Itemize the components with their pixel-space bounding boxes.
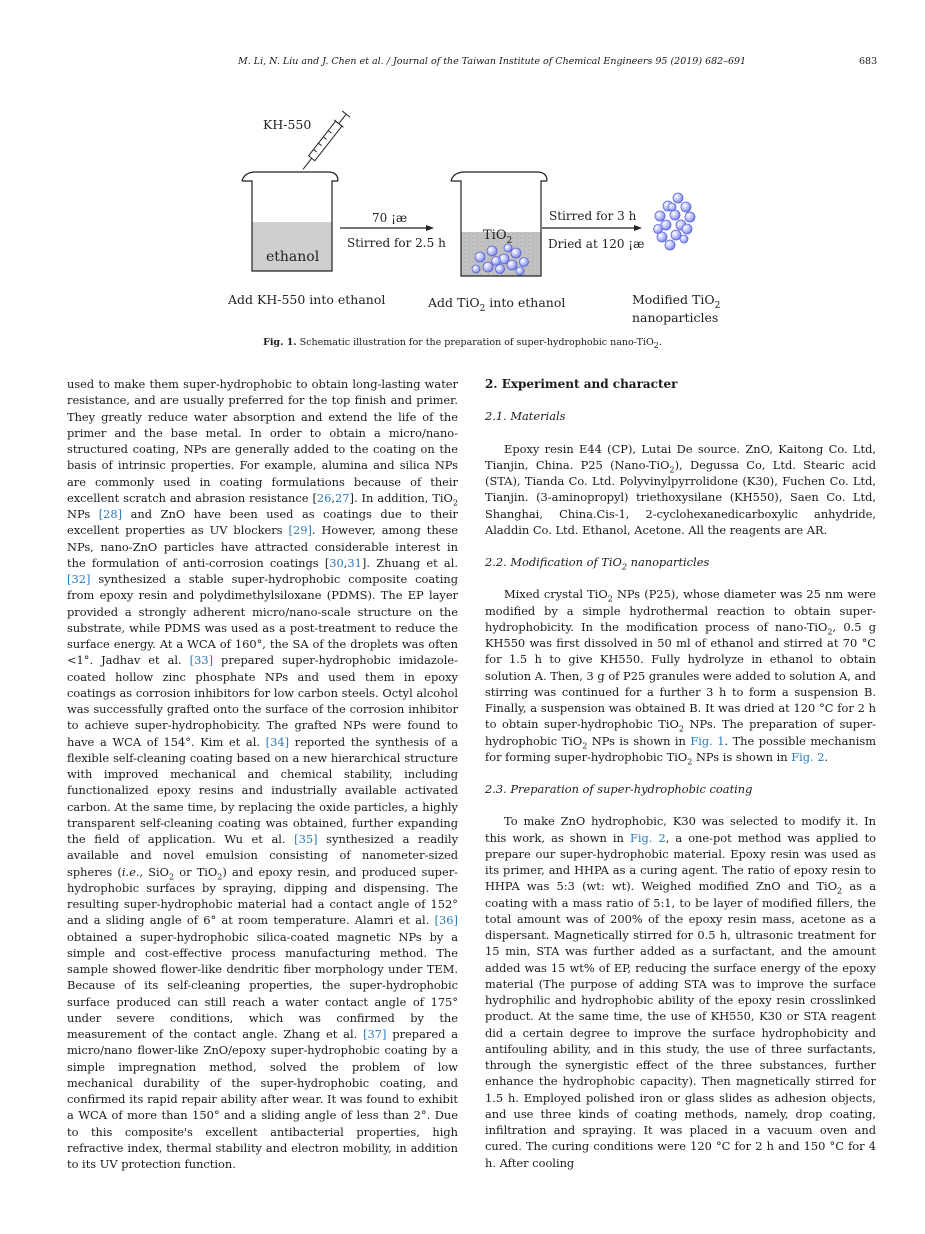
figure-caption-text: Schematic illustration for the preparation of super-hydrophobic nano-TiO bbox=[299, 337, 654, 348]
citation-link[interactable]: 26 bbox=[316, 490, 332, 505]
citation-link[interactable]: [29] bbox=[288, 523, 312, 538]
citation-link[interactable]: [34] bbox=[265, 734, 290, 749]
figure-caption-step1: Add KH-550 into ethanol bbox=[228, 292, 386, 307]
figure-1-schematic bbox=[200, 85, 720, 330]
journal-citation: M. Li, N. Liu and J. Chen et al. / Journal of the Taiwan Institute of Chemical Engineers 95 (2019) 682–691 bbox=[238, 56, 747, 67]
citation-link[interactable]: [28] bbox=[98, 507, 123, 521]
step1-duration: Stirred for 2.5 h bbox=[347, 236, 446, 250]
page-number: 683 bbox=[859, 56, 878, 67]
citation-link[interactable]: [33] bbox=[189, 653, 214, 668]
subsection-heading-materials: 2.1. Materials bbox=[485, 409, 566, 424]
citation-link[interactable]: [32] bbox=[67, 572, 91, 586]
beaker-liquid-tio2: TiO$_2$ bbox=[483, 228, 513, 246]
arrowhead-step-2 bbox=[634, 225, 642, 231]
citation-link[interactable]: [36] bbox=[434, 913, 458, 928]
step1-temperature: 70 ¡æ bbox=[372, 211, 408, 225]
citation-link[interactable]: [35] bbox=[294, 832, 318, 846]
running-header bbox=[0, 56, 925, 70]
step2-duration: Stirred for 3 h bbox=[549, 209, 637, 223]
figure-caption: Fig. 1. Schematic illustration for the preparation of super-hydrophobic nano-TiO$_2$. bbox=[263, 337, 662, 350]
coating-paragraph: To make ZnO hydrophobic, K30 was selected to modify it. In this work, as shown in Fig. 2, a one-pot method was applied to prepare our super-hydrophobic material. Epoxy resin was used as its primer, and HHPA as a curing agent. The ratio of epoxy resin to HHPA was 5:3 (wt: wt). Weighed modified ZnO and TiO$_2$ as a coating with a mass ratio of 5:1, to be layer of modified fillers, the total amount was of 200% of the epoxy resin mass, acetone as a dispersant. Magnetically stirred for 0.5 h, ultrasonic treatment for 15 min, STA was further added as a surfactant, and the amount added was 15 wt% of EP, reducing the surface energy of the epoxy material (The purpose of adding STA was to improve the surface hydrophilic and hydrophobic ability of the epoxy resin crosslinked product. At the same time, the use of KH550, K30 or STA reagent did a certain degree to improve the surface hydrophobicity and antifouling ability, and in this study, the use of three surfactants, through the synergistic effect of the three substances, further enhance the hydrophobic capacity). Then magnetically stirred for 1.5 h. Employed polished iron or glass slides as adhesion objects, and use three kinds of coating methods, namely, drop coating, infiltration and spraying. It was placed in a vacuum oven and cured. The curing conditions were 120 °C for 2 h and 150 °C for 4 h. After cooling bbox=[485, 814, 877, 1170]
materials-paragraph: Epoxy resin E44 (CP), Lutai De source. ZnO, Kaitong Co. Ltd, Tianjin, China. P25 (Nano-TiO$_2$), Degussa Co, Ltd. Stearic acid (STA), Tianda Co. Ltd. Polyvinylpyrrolidone (K30), Fuchen Co. Ltd, Tianjin. (3-aminopropyl) triethoxysilane (KH550), Saen Co. Ltd, Shanghai, China.Cis-1, 2-cyclohexanedicarboxylic anhydride, Aladdin Co. Ltd. Ethanol, Acetone. All the reagents are AR. bbox=[485, 441, 876, 537]
modification-paragraph: Mixed crystal TiO$_2$ NPs (P25), whose diameter was 25 nm were modified by a simple hydrothermal reaction to obtain super-hydrophobicity. In the modification process of nano-TiO$_2$, 0.5 g KH550 was first dissolved in 50 ml of ethanol and stirred at 70 °C for 1.5 h to give KH550. Fully hydrolyze in ethanol to obtain solution A. Then, 3 g of P25 granules were added to solution A, and stirring was continued for a further 3 h to form a suspension B. Finally, a suspension was obtained B. It was dried at 120 °C for 2 h to obtain super-hydrophobic TiO$_2$ NPs. The preparation of super-hydrophobic TiO$_2$ NPs is shown in Fig. 1. The possible mechanism for forming super-hydrophobic TiO$_2$ NPs is shown in Fig. 2. bbox=[485, 587, 876, 767]
left-paragraph: used to make them super-hydrophobic to obtain long-lasting water resistance, and are usually preferred for the top finish and primer. They greatly reduce water absorption and extend the life of the primer and the base metal. In order to obtain a micro/nano-structured coating, NPs are generally added to the coating on the basis of intrinsic properties. For example, alumina and silica NPs are commonly used in coating formulations because of their excellent scratch and abrasion resistance [26,27]. In addition, TiO$_2$ NPs [28] and ZnO have been used as coatings due to their excellent properties as UV blockers [29]. However, among these NPs, nano-ZnO particles have attracted considerable interest in the formulation of anti-corrosion coatings [30,31]. Zhuang et al. [32] synthesized a stable super-hydrophobic composite coating from epoxy resin and polydimethylsiloxane (PDMS). The EP layer provided a strongly adherent micro/nano-scale structure on the substrate, while PDMS was used as a post-treatment to reduce the surface energy. At a WCA of 160°, the SA of the droplets was often <1°. Jadhav et al. [33] prepared super-hydrophobic imidazole-coated hollow zinc phosphate NPs and used them in epoxy coatings as corrosion inhibitors for low carbon steels. Octyl alcohol was successfully grafted onto the surface of the corrosion inhibitor to achieve super-hydrophobicity. The grafted NPs were found to have a WCA of 154°. Kim et al. [34] reported the synthesis of a flexible self-cleaning coating based on a new hierarchical structure with improved mechanical and chemical stability, including functionalized epoxy resins and industrially available activated carbon. At the same time, by replacing the oxide particles, a highly transparent self-cleaning coating was obtained, further expanding the field of application. Wu et al. [35] synthesized a readily available and novel emulsion consisting of nanometer-sized spheres (i.e., SiO$_2$ or TiO$_2$) and epoxy resin, and produced super-hydrophobic surfaces by spraying, dipping and dispensing. The resulting super-hydrophobic material had a contact angle of 152° and a sliding angle of 6° at room temperature. Alamri et al. [36] obtained a super-hydrophobic silica-coated magnetic NPs by a simple and cost-effective process manufacturing method. The sample showed flower-like dendritic fiber morphology under TEM. Because of its self-cleaning properties, the super-hydrophobic surface produced can still reach a water contact angle of 175° under severe conditions, which was confirmed by the measurement of the contact angle. Zhang et al. [37] prepared a micro/nano flower-like ZnO/epoxy super-hydrophobic coating by a simple impregnation method, solved the problem of low mechanical durability of the super-hydrophobic coating, and confirmed its rapid repair ability after wear. It was found to exhibit a WCA of more than 150° and a sliding angle of less than 2°. Due to this composite's excellent antibacterial properties, high refractive index, thermal stability and electron mobility, in addition to its UV protection function. bbox=[67, 377, 459, 1171]
citation-link[interactable]: 31 bbox=[347, 555, 362, 570]
figure-link[interactable]: Fig. 1 bbox=[690, 733, 725, 748]
syringe-label: KH-550 bbox=[263, 117, 312, 132]
figure-link[interactable]: Fig. 2 bbox=[791, 749, 825, 764]
figure-caption-step2: Add TiO$_2$ into ethanol bbox=[428, 295, 566, 314]
citation-link[interactable]: [37] bbox=[363, 1027, 387, 1041]
left-column bbox=[67, 376, 458, 1172]
section-heading: 2. Experiment and character bbox=[485, 377, 678, 391]
arrowhead-step-1 bbox=[426, 225, 434, 231]
right-column bbox=[485, 376, 876, 1171]
figure-label: Fig. 1. bbox=[263, 337, 297, 348]
citation-link[interactable]: 27 bbox=[335, 490, 350, 505]
step2-drying: Dried at 120 ¡æ bbox=[548, 237, 645, 251]
modified-nanoparticle-cluster bbox=[654, 193, 696, 250]
subsection-heading-modification: 2.2. Modification of TiO$_2$ nanoparticles bbox=[485, 555, 710, 572]
subsection-heading-coating: 2.3. Preparation of super-hydrophobic coating bbox=[485, 782, 753, 796]
figure-caption-step3-line1: Modified TiO$_2$ bbox=[632, 292, 720, 311]
figure-link[interactable]: Fig. 2 bbox=[629, 830, 666, 845]
beaker-tio2 bbox=[451, 172, 547, 276]
citation-link[interactable]: 30 bbox=[329, 555, 344, 570]
beaker-liquid-ethanol: ethanol bbox=[266, 249, 320, 265]
figure-caption-step3-line2: nanoparticles bbox=[632, 310, 719, 325]
